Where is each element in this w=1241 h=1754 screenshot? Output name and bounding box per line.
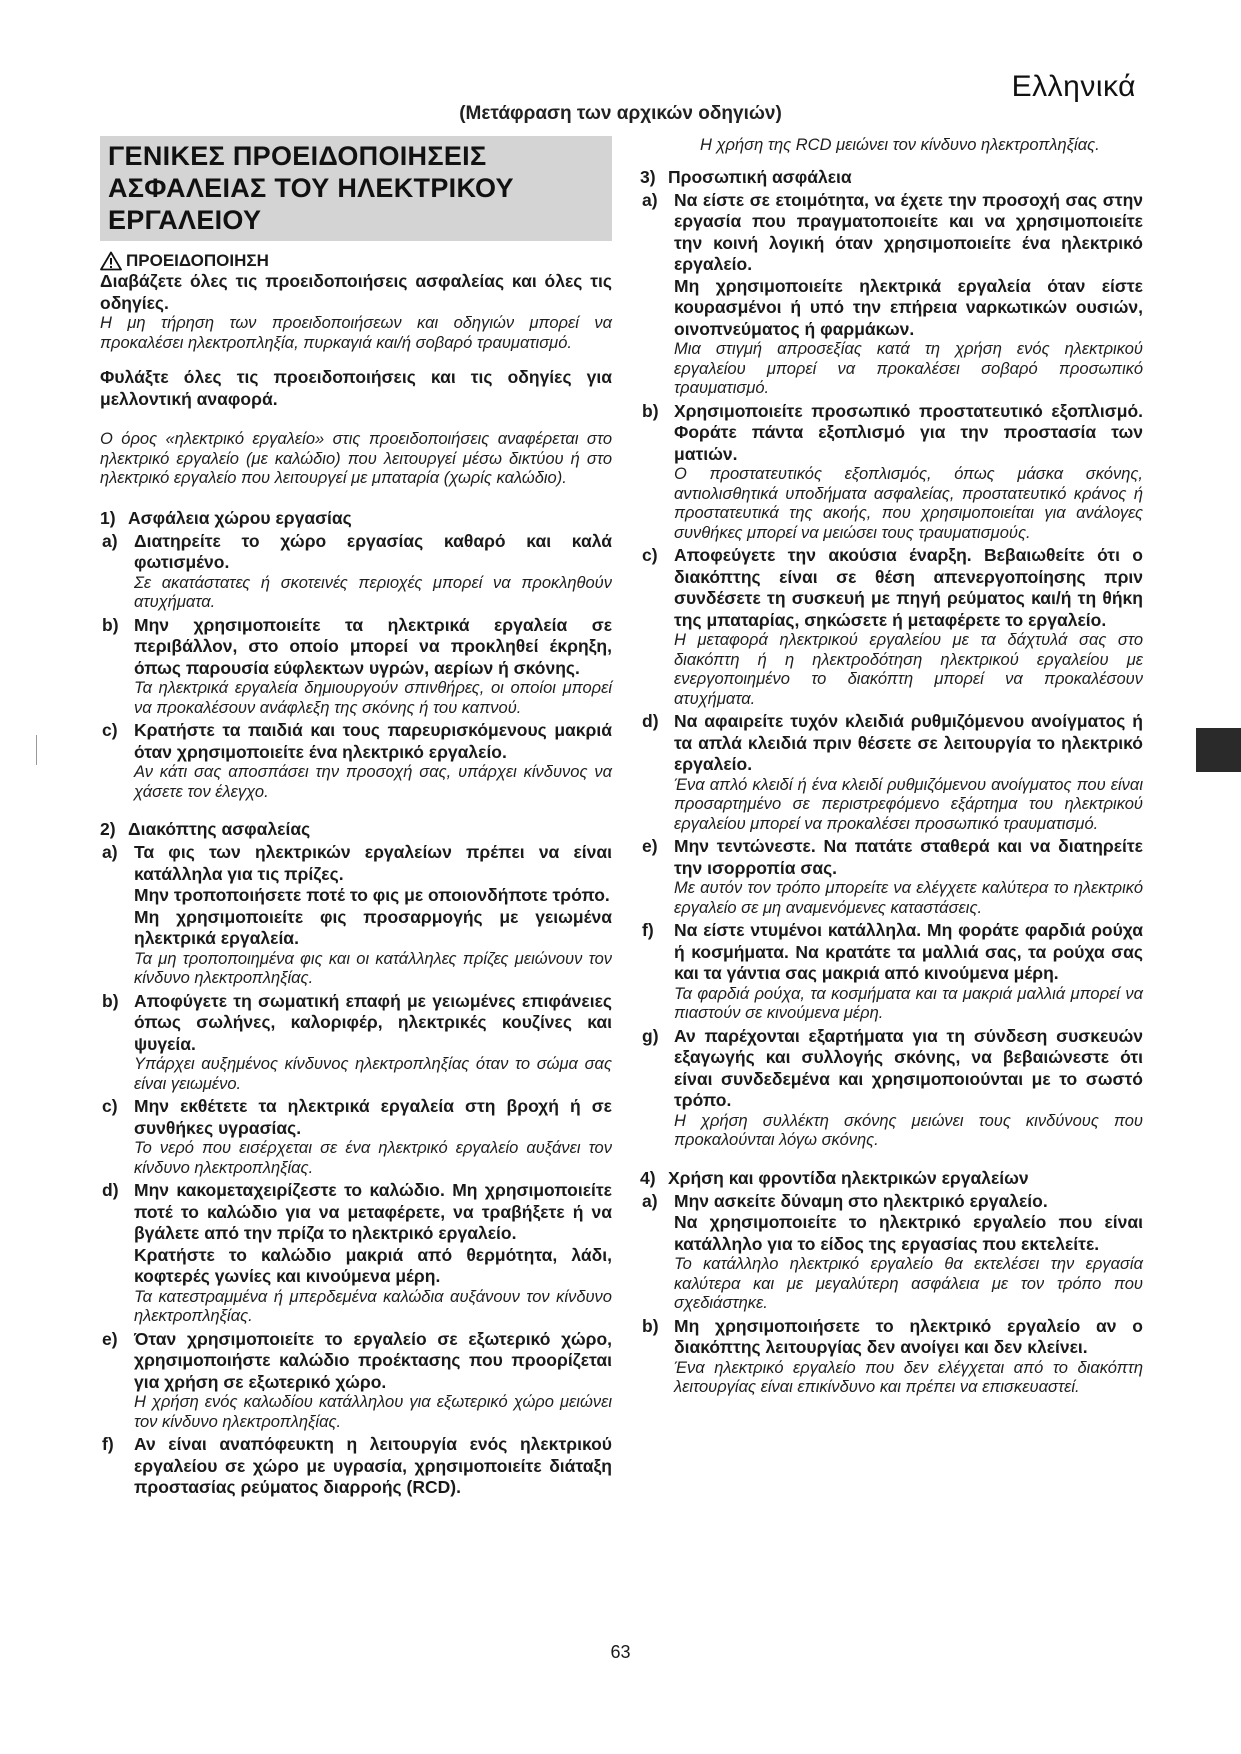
item-3f [640,920,1143,1024]
item-italic: Η χρήση συλλέκτη σκόνης μειώνει τους κινδύνους που προκαλούνται λόγω σκόνης. [674,1111,1143,1149]
warning-label: ΠΡΟΕΙΔΟΠΟΙΗΣΗ [126,251,269,270]
item-2b [100,991,612,1095]
item-3e [640,836,1143,918]
item-label: c) [642,545,658,565]
item-bold: Μην τεντώνεστε. Να πατάτε σταθερά και να διατηρείτε την ισορροπία σας. [674,836,1143,878]
item-bold: Μη χρησιμοποιείτε ηλεκτρικά εργαλεία όταν είστε κουρασμένοι ή υπό την επήρεια ναρκωτικών ουσιών, οινοπνεύματος ή φαρμάκων. [674,275,1143,339]
section-2-number: 2) [100,819,116,839]
item-2c [100,1096,612,1178]
item-italic: Σε ακατάστατες ή σκοτεινές περιοχές μπορεί να προκληθούν ατυχήματα. [134,573,612,611]
item-label: d) [642,711,659,731]
warning-bold: Διαβάζετε όλες τις προειδοποιήσεις ασφαλείας και όλες τις οδηγίες. [100,271,612,313]
item-bold: Αποφύγετε τη σωματική επαφή με γειωμένες επιφάνειες όπως σωλήνες, καλοριφέρ, ηλεκτρικές κουζίνες και ψυγεία. [134,990,612,1054]
item-italic: Ένα ηλεκτρικό εργαλείο που δεν ελέγχεται από το διακόπτη λειτουργίας είναι επικίνδυνο και πρέπει να επισκευαστεί. [674,1358,1143,1396]
item-label: e) [642,836,658,856]
left-column [100,136,612,1499]
item-bold: Μη χρησιμοποιείτε φις προσαρμογής με γειωμένα ηλεκτρικά εργαλεία. [134,906,612,948]
item-label: b) [102,614,119,635]
item-2a [100,842,612,989]
title-line-3: ΕΡΓΑΛΕΙΟΥ [108,205,262,235]
item-label: a) [642,189,658,210]
item-bold: Μη χρησιμοποιήσετε το ηλεκτρικό εργαλείο αν ο διακόπτης λειτουργίας δεν ανοίγει και δεν κλείνει. [674,1315,1143,1357]
item-bold: Να αφαιρείτε τυχόν κλειδιά ρυθμιζόμενου ανοίγματος ή τα απλά κλειδιά πριν θέσετε σε λειτουργία το ηλεκτρικό εργαλείο. [674,711,1143,774]
item-4a [640,1191,1143,1314]
item-italic: Τα ηλεκτρικά εργαλεία δημιουργούν σπινθήρες, οι οποίοι μπορεί να προκαλέσουν ανάφλεξη της σκόνης ή του καπνού. [134,679,612,717]
item-bold: Τα φις των ηλεκτρικών εργαλείων πρέπει να είναι κατάλληλα για τις πρίζες. [134,842,612,884]
item-4b [640,1316,1143,1398]
language-label: Ελληνικά [1011,70,1136,103]
item-label: a) [102,530,118,551]
item-label: b) [102,990,119,1011]
item-italic: Με αυτόν τον τρόπο μπορείτε να ελέγχετε καλύτερα το ηλεκτρικό εργαλείο σε μη αναμενόμενες καταστάσεις. [674,879,1143,917]
item-1b [100,615,612,719]
item-label: f) [642,920,654,940]
item-3b [640,401,1143,544]
item-1c [100,720,612,802]
item-label: c) [102,720,118,740]
section-4-title: Χρήση και φροντίδα ηλεκτρικών εργαλείων [668,1167,1029,1188]
margin-mark [36,735,37,765]
item-label: g) [642,1025,659,1046]
item-label: a) [642,1190,658,1211]
term-definition: Ο όρος «ηλεκτρικό εργαλείο» στις προειδοποιήσεις αναφέρεται στο ηλεκτρικό εργαλείο (με καλώδιο) που λειτουργεί μέσω δικτύου ή στο ηλεκτρικό εργαλείο που λειτουργεί με μπαταρία (χωρίς καλώδιο). [100,430,612,487]
item-2e [100,1329,612,1433]
title-line-2: ΑΣΦΑΛΕΙΑΣ ΤΟΥ ΗΛΕΚΤΡΙΚΟΥ [108,173,514,203]
item-italic: Τα μη τροποποιημένα φις και οι κατάλληλες πρίζες μειώνουν τον κίνδυνο ηλεκτροπληξίας. [134,949,612,987]
item-bold: Κρατήστε το καλώδιο μακριά από θερμότητα, λάδι, κοφτερές γωνίες και κινούμενα μέρη. [134,1244,612,1286]
item-bold: Κρατήστε τα παιδιά και τους παρευρισκόμενους μακριά όταν χρησιμοποιείτε ένα ηλεκτρικό εργαλείο. [134,720,612,762]
item-italic: Η μεταφορά ηλεκτρικού εργαλείου με τα δάχτυλά σας στο διακόπτη ή η ηλεκτροδότηση ηλεκτρικού εργαλείου με ενεργοποιημένο το διακόπτη μπορεί να προκαλέσουν ατυχήματα. [674,631,1143,708]
section-2-title: Διακόπτης ασφαλείας [128,819,311,839]
item-2f-italic-continued: Η χρήση της RCD μειώνει τον κίνδυνο ηλεκτροπληξίας. [700,136,1100,154]
warning-triangle-icon [100,251,122,271]
section-1-number: 1) [100,507,116,528]
section-3-heading [640,166,1143,188]
warning-heading [100,251,612,271]
item-italic: Υπάρχει αυξημένος κίνδυνος ηλεκτροπληξίας όταν το σώμα σας είναι γειωμένο. [134,1055,612,1093]
item-1a [100,531,612,613]
item-3g [640,1026,1143,1151]
item-bold: Μην εκθέτετε τα ηλεκτρικά εργαλεία στη βροχή ή σε συνθήκες υγρασίας. [134,1096,612,1138]
item-label: c) [102,1096,118,1116]
warning-italic: Η μη τήρηση των προειδοποιήσεων και οδηγιών μπορεί να προκαλέσει ηλεκτροπληξία, πυρκαγιά και/ή σοβαρό τραυματισμό. [100,314,612,352]
item-label: b) [642,400,659,421]
item-2d [100,1180,612,1327]
item-italic: Αν κάτι σας αποσπάσει την προσοχή σας, υπάρχει κίνδυνος να χάσετε τον έλεγχο. [134,763,612,801]
item-bold: Να είστε ντυμένοι κατάλληλα. Μη φοράτε φαρδιά ρούχα ή κοσμήματα. Να κρατάτε τα μαλλιά σας, τα ρούχα σας και τα γάντια σας μακριά από κινούμενα μέρη. [674,920,1143,983]
item-bold: Μην τροποποιήσετε ποτέ το φις με οποιονδήποτε τρόπο. [134,885,610,905]
item-bold: Διατηρείτε το χώρο εργασίας καθαρό και καλά φωτισμένο. [134,530,612,572]
item-italic: Ο προστατευτικός εξοπλισμός, όπως μάσκα σκόνης, αντιολισθητικά υποδήματα ασφαλείας, προστατευτικό κράνος ή προστατευτικά της ακοής, που χρησιμοποιείται για ανάλογες συνθήκες μπορεί να μειώσει τους τραυματισμούς. [674,465,1143,542]
item-bold: Να είστε σε ετοιμότητα, να έχετε την προσοχή σας στην εργασία που πραγματοποιείτε και να χρησιμοποιείτε την κοινή λογική όταν χρησιμοποιείτε ένα ηλεκτρικό εργαλείο. [674,189,1143,274]
item-italic: Τα φαρδιά ρούχα, τα κοσμήματα και τα μακριά μαλλιά μπορεί να πιαστούν σε κινούμενα μέρη. [674,984,1143,1022]
item-label: a) [102,842,118,862]
page-number: 63 [610,1642,631,1662]
item-bold: Όταν χρησιμοποιείτε το εργαλείο σε εξωτερικό χώρο, χρησιμοποιήστε καλώδιο προέκτασης που προορίζεται για χρήση σε εξωτερικό χώρο. [134,1328,612,1392]
item-3c [640,545,1143,709]
item-italic: Το κατάλληλο ηλεκτρικό εργαλείο θα εκτελέσει την εργασία καλύτερα και με μεγαλύτερη ασφάλεια με τον τρόπο που σχεδιάστηκε. [674,1255,1143,1312]
item-label: e) [102,1328,118,1349]
title-line-1: ΓΕΝΙΚΕΣ ΠΡΟΕΙΔΟΠΟΙΗΣΕΙΣ [108,141,487,171]
item-bold: Αποφεύγετε την ακούσια έναρξη. Βεβαιωθείτε ότι ο διακόπτης είναι σε θέση απενεργοποίησης πριν συνδέσετε τη συσκευή με πηγή ρεύματος και/ή τη θήκη της μπαταρίας, σηκώσετε ή μεταφέρετε το εργαλείο. [674,545,1143,630]
section-2-heading [100,818,612,840]
section-1-title: Ασφάλεια χώρου εργασίας [128,507,352,528]
right-column [640,136,1143,1398]
item-bold: Μην ασκείτε δύναμη στο ηλεκτρικό εργαλείο. [674,1190,1048,1211]
item-italic: Η χρήση ενός καλωδίου κατάλληλου για εξωτερικό χώρο μειώνει τον κίνδυνο ηλεκτροπληξίας. [134,1393,612,1431]
section-4-number: 4) [640,1167,656,1188]
section-3-number: 3) [640,166,656,187]
section-3-title: Προσωπική ασφάλεια [668,166,852,187]
item-3d [640,711,1143,834]
item-italic: Το νερό που εισέρχεται σε ένα ηλεκτρικό εργαλείο αυξάνει τον κίνδυνο ηλεκτροπληξίας. [134,1139,612,1177]
item-2f [100,1434,612,1499]
item-label: d) [102,1180,119,1200]
item-italic: Τα κατεστραμμένα ή μπερδεμένα καλώδια αυξάνουν τον κίνδυνο ηλεκτροπληξίας. [134,1287,612,1325]
keep-instructions: Φυλάξτε όλες τις προειδοποιήσεις και τις οδηγίες για μελλοντική αναφορά. [100,367,612,409]
item-bold: Μην χρησιμοποιείτε τα ηλεκτρικά εργαλεία σε περιβάλλον, στο οποίο μπορεί να προκληθεί έκρηξη, όπως παρουσία εύφλεκτων υγρών, αερίων ή σκόνης. [134,614,612,678]
item-label: b) [642,1315,659,1336]
item-bold: Αν παρέχονται εξαρτήματα για τη σύνδεση συσκευών εξαγωγής και συλλογής σκόνης, να βεβαιώνεστε ότι είναι συνδεδεμένα και χρησιμοποιούνται με το σωστό τρόπο. [674,1025,1143,1110]
item-italic: Ένα απλό κλειδί ή ένα κλειδί ρυθμιζόμενου ανοίγματος που είναι προσαρτημένο σε περιστρεφόμενο εξάρτημα του ηλεκτρικού εργαλείου μπορεί να προκαλέσει προσωπικό τραυματισμό. [674,775,1143,833]
translation-subtitle: (Μετάφραση των αρχικών οδηγιών) [459,103,782,124]
title-box [100,136,612,241]
item-bold: Να χρησιμοποιείτε το ηλεκτρικό εργαλείο που είναι κατάλληλο για το είδος της εργασίας που εκτελείτε. [674,1212,1143,1254]
item-3a [640,190,1143,399]
item-bold: Μην κακομεταχειρίζεστε το καλώδιο. Μη χρησιμοποιείτε ποτέ το καλώδιο για να μεταφέρετε, να τραβήξετε ή να βγάλετε από την πρίζα το ηλεκτρικό εργαλείο. [134,1180,612,1243]
item-label: f) [102,1434,114,1454]
section-4-heading [640,1167,1143,1189]
item-italic: Μια στιγμή απροσεξίας κατά τη χρήση ενός ηλεκτρικού εργαλείου μπορεί να προκαλέσει σοβαρό προσωπικό τραυματισμό. [674,340,1143,397]
item-bold: Αν είναι αναπόφευκτη η λειτουργία ενός ηλεκτρικού εργαλείου σε χώρο με υγρασία, χρησιμοποιείτε διάταξη προστασίας ρεύματος διαρροής (RCD). [134,1434,612,1497]
section-1-heading [100,507,612,529]
item-bold: Χρησιμοποιείτε προσωπικό προστατευτικό εξοπλισμό. Φοράτε πάντα εξοπλισμό για την προστασία των ματιών. [674,400,1143,464]
section-thumb-tab [1196,728,1241,772]
